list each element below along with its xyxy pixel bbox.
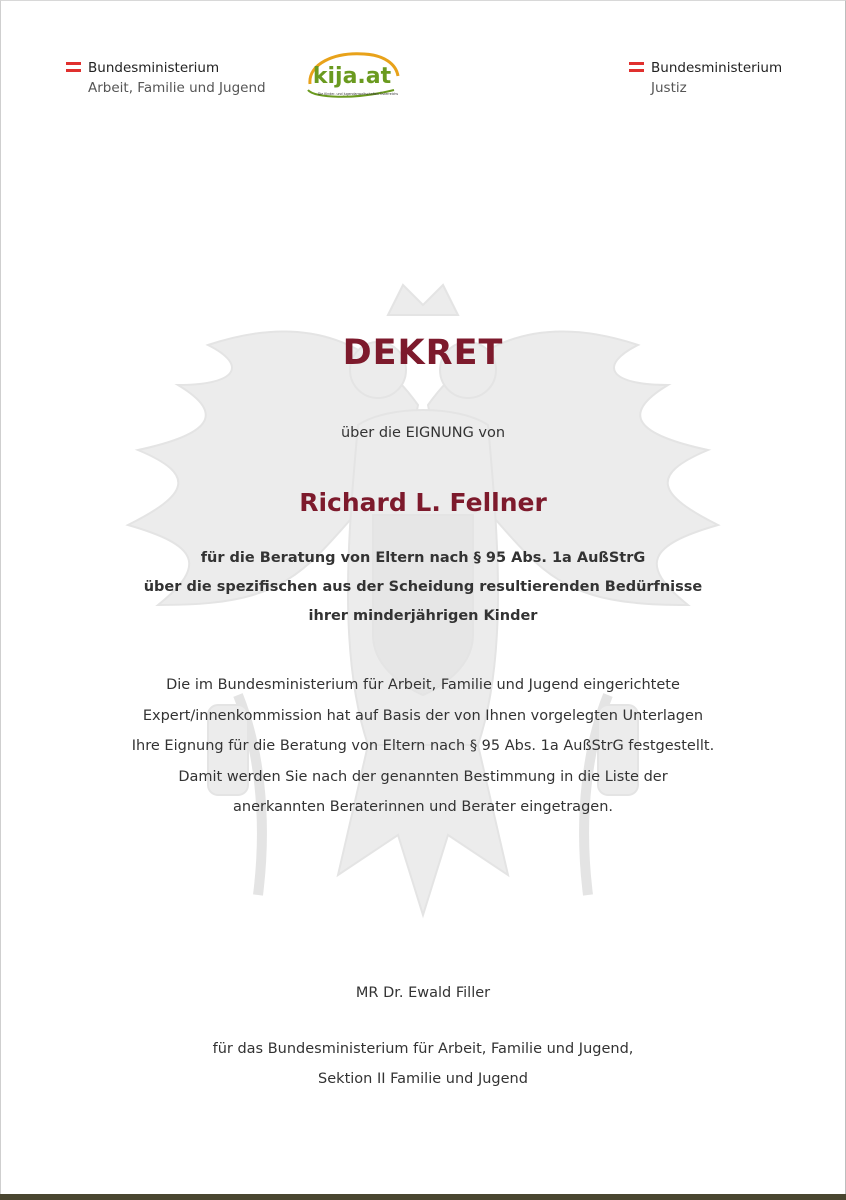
body-line: anerkannten Beraterinnen und Berater eingetragen. bbox=[233, 799, 613, 815]
purpose-line: über die spezifischen aus der Scheidung resultierenden Bedürfnisse bbox=[143, 579, 703, 595]
purpose-line: für die Beratung von Eltern nach § 95 Abs. 1a AußStrG bbox=[200, 550, 646, 566]
kija-logo-text: kija.at bbox=[312, 64, 392, 89]
signer-organization bbox=[0, 1034, 846, 1094]
page-bottom-bar bbox=[0, 1194, 846, 1200]
document-subtitle: über die EIGNUNG von bbox=[340, 425, 506, 441]
ministry-afj bbox=[88, 58, 266, 98]
kija-logo bbox=[304, 50, 400, 102]
ministry-justiz-name: Bundesministerium bbox=[651, 60, 783, 76]
body-line: Ihre Eignung für die Beratung von Eltern nach § 95 Abs. 1a AußStrG festgestellt. bbox=[131, 738, 715, 754]
signer-org-line: Sektion II Familie und Jugend bbox=[318, 1071, 528, 1087]
recipient-name: Richard L. Fellner bbox=[299, 488, 547, 517]
ministry-afj-name: Bundesministerium bbox=[88, 60, 220, 76]
document-title: DEKRET bbox=[342, 333, 504, 373]
purpose-line: ihrer minderjährigen Kinder bbox=[308, 608, 538, 624]
ministry-justiz bbox=[651, 58, 782, 98]
body-line: Expert/innenkommission hat auf Basis der von Ihnen vorgelegten Unterlagen bbox=[142, 707, 704, 724]
signer-name: MR Dr. Ewald Filler bbox=[355, 985, 491, 1001]
ministry-justiz-department: Justiz bbox=[651, 80, 687, 96]
kija-logo-tagline: Die Kinder- und Jugendanwaltschaften Österreichs bbox=[317, 92, 399, 96]
body-line: Die im Bundesministerium für Arbeit, Familie und Jugend eingerichtete bbox=[166, 677, 680, 693]
austrian-flag-icon bbox=[66, 62, 81, 72]
decree-body bbox=[0, 670, 846, 823]
ministry-afj-department: Arbeit, Familie und Jugend bbox=[88, 80, 266, 96]
body-line: Damit werden Sie nach der genannten Bestimmung in die Liste der bbox=[178, 768, 668, 785]
signer-org-line: für das Bundesministerium für Arbeit, Familie und Jugend, bbox=[212, 1041, 634, 1057]
austrian-flag-icon bbox=[629, 62, 644, 72]
purpose-statement bbox=[0, 544, 846, 631]
